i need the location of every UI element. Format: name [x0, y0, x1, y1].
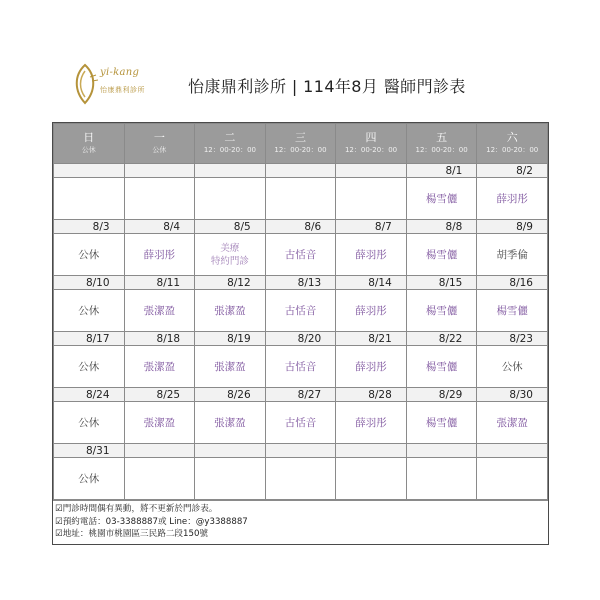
date-cell — [336, 444, 407, 458]
weekday-hours: 12：00-20：00 — [274, 146, 327, 154]
date-cell: 8/14 — [336, 276, 407, 290]
doctor-cell: 古恬音 — [265, 346, 336, 388]
date-row — [54, 388, 548, 402]
date-cell: 8/17 — [54, 332, 125, 346]
date-cell — [406, 444, 477, 458]
doctor-cell: 胡季倫 — [477, 234, 548, 276]
doctor-cell: 楊雪儷 — [406, 178, 477, 220]
doctor-cell: 楊雪儷 — [477, 290, 548, 332]
doctor-cell — [265, 458, 336, 500]
date-cell: 8/24 — [54, 388, 125, 402]
doctor-row — [54, 178, 548, 220]
date-cell — [265, 164, 336, 178]
doctor-cell: 薛羽彤 — [124, 234, 195, 276]
doctor-cell: 張潔盈 — [124, 346, 195, 388]
weekday-name: 一 — [153, 131, 165, 144]
date-cell: 8/30 — [477, 388, 548, 402]
weekday-name: 日 — [83, 131, 95, 144]
doctor-row — [54, 290, 548, 332]
note-booking-phone: ☑預約電話：03-3388887或 Line：@y3388887 — [55, 516, 248, 527]
date-cell: 8/1 — [406, 164, 477, 178]
doctor-cell: 古恬音 — [265, 234, 336, 276]
doctor-cell: 張潔盈 — [124, 402, 195, 444]
doctor-cell — [195, 458, 266, 500]
weekday-name: 六 — [506, 131, 518, 144]
page-title: 怡康鼎利診所 | 114年8月 醫師門診表 — [188, 76, 466, 96]
doctor-cell: 薛羽彤 — [477, 178, 548, 220]
date-cell: 8/7 — [336, 220, 407, 234]
date-row — [54, 444, 548, 458]
date-cell: 8/5 — [195, 220, 266, 234]
weekday-name: 二 — [224, 131, 236, 144]
weekday-header — [406, 124, 477, 164]
doctor-cell: 公休 — [54, 402, 125, 444]
date-cell: 8/23 — [477, 332, 548, 346]
doctor-cell: 公休 — [54, 346, 125, 388]
doctor-cell: 古恬音 — [265, 290, 336, 332]
doctor-cell: 楊雪儷 — [406, 402, 477, 444]
date-cell: 8/21 — [336, 332, 407, 346]
date-cell — [195, 164, 266, 178]
weekday-header — [477, 124, 548, 164]
date-cell — [54, 164, 125, 178]
doctor-cell — [124, 458, 195, 500]
doctor-cell: 公休 — [54, 290, 125, 332]
weekday-name: 五 — [436, 131, 448, 144]
header — [70, 60, 540, 110]
weekday-header — [124, 124, 195, 164]
logo-script-text: yi-kang — [100, 67, 140, 78]
doctor-cell — [477, 458, 548, 500]
weekday-header — [265, 124, 336, 164]
date-row — [54, 276, 548, 290]
date-cell — [265, 444, 336, 458]
doctor-cell: 美療 特約門診 — [195, 234, 266, 276]
date-cell: 8/10 — [54, 276, 125, 290]
doctor-cell: 古恬音 — [265, 402, 336, 444]
doctor-cell: 張潔盈 — [477, 402, 548, 444]
weekday-hours: 12：00-20：00 — [203, 146, 256, 154]
date-cell: 8/27 — [265, 388, 336, 402]
doctor-cell: 楊雪儷 — [406, 234, 477, 276]
date-cell: 8/16 — [477, 276, 548, 290]
date-cell: 8/9 — [477, 220, 548, 234]
doctor-row — [54, 346, 548, 388]
doctor-cell: 薛羽彤 — [336, 234, 407, 276]
weekday-hours: 公休 — [81, 146, 96, 154]
doctor-row — [54, 402, 548, 444]
doctor-cell: 薛羽彤 — [336, 290, 407, 332]
note-schedule-change: ☑門診時間偶有異動，將不更新於門診表。 — [55, 504, 218, 514]
date-cell — [195, 444, 266, 458]
doctor-cell — [195, 178, 266, 220]
date-cell: 8/3 — [54, 220, 125, 234]
date-cell: 8/25 — [124, 388, 195, 402]
doctor-cell: 張潔盈 — [124, 290, 195, 332]
date-row — [54, 164, 548, 178]
doctor-cell — [406, 458, 477, 500]
date-cell: 8/22 — [406, 332, 477, 346]
doctor-cell — [124, 178, 195, 220]
doctor-cell — [336, 178, 407, 220]
date-cell: 8/12 — [195, 276, 266, 290]
date-cell: 8/15 — [406, 276, 477, 290]
doctor-cell — [265, 178, 336, 220]
date-cell — [124, 444, 195, 458]
weekday-hours: 公休 — [152, 146, 167, 154]
date-cell — [336, 164, 407, 178]
doctor-cell: 公休 — [54, 458, 125, 500]
clinic-logo — [70, 63, 170, 107]
doctor-row — [54, 458, 548, 500]
doctor-cell: 公休 — [477, 346, 548, 388]
weekday-header-row — [54, 124, 548, 164]
date-cell: 8/26 — [195, 388, 266, 402]
weekday-header — [54, 124, 125, 164]
weekday-hours: 12：00-20：00 — [344, 146, 398, 154]
schedule-table — [52, 122, 549, 545]
notes — [53, 500, 548, 544]
date-cell: 8/13 — [265, 276, 336, 290]
date-cell: 8/6 — [265, 220, 336, 234]
date-cell: 8/18 — [124, 332, 195, 346]
doctor-cell: 楊雪儷 — [406, 346, 477, 388]
date-row — [54, 220, 548, 234]
date-cell: 8/4 — [124, 220, 195, 234]
doctor-cell: 薛羽彤 — [336, 346, 407, 388]
weekday-hours: 12：00-20：00 — [415, 146, 468, 154]
date-cell: 8/28 — [336, 388, 407, 402]
doctor-cell — [336, 458, 407, 500]
date-cell: 8/29 — [406, 388, 477, 402]
doctor-cell: 張潔盈 — [195, 402, 266, 444]
note-address: ☑地址：桃園市桃園區三民路二段150號 — [55, 529, 209, 539]
weekday-header — [336, 124, 407, 164]
doctor-cell: 薛羽彤 — [336, 402, 407, 444]
date-cell: 8/8 — [406, 220, 477, 234]
doctor-cell: 張潔盈 — [195, 290, 266, 332]
date-cell: 8/31 — [54, 444, 125, 458]
weekday-hours: 12：00-20：00 — [486, 146, 539, 154]
weekday-name: 四 — [365, 131, 377, 144]
date-cell — [124, 164, 195, 178]
doctor-cell: 楊雪儷 — [406, 290, 477, 332]
doctor-cell — [54, 178, 125, 220]
doctor-cell: 公休 — [54, 234, 125, 276]
leaf-logo-icon — [70, 63, 100, 105]
weekday-name: 三 — [294, 131, 306, 144]
date-cell — [477, 444, 548, 458]
date-cell: 8/11 — [124, 276, 195, 290]
doctor-cell: 張潔盈 — [195, 346, 266, 388]
logo-clinic-name: 怡康鼎利診所 — [100, 86, 145, 94]
date-cell: 8/2 — [477, 164, 548, 178]
date-cell: 8/19 — [195, 332, 266, 346]
date-row — [54, 332, 548, 346]
weekday-header — [195, 124, 266, 164]
doctor-row — [54, 234, 548, 276]
date-cell: 8/20 — [265, 332, 336, 346]
